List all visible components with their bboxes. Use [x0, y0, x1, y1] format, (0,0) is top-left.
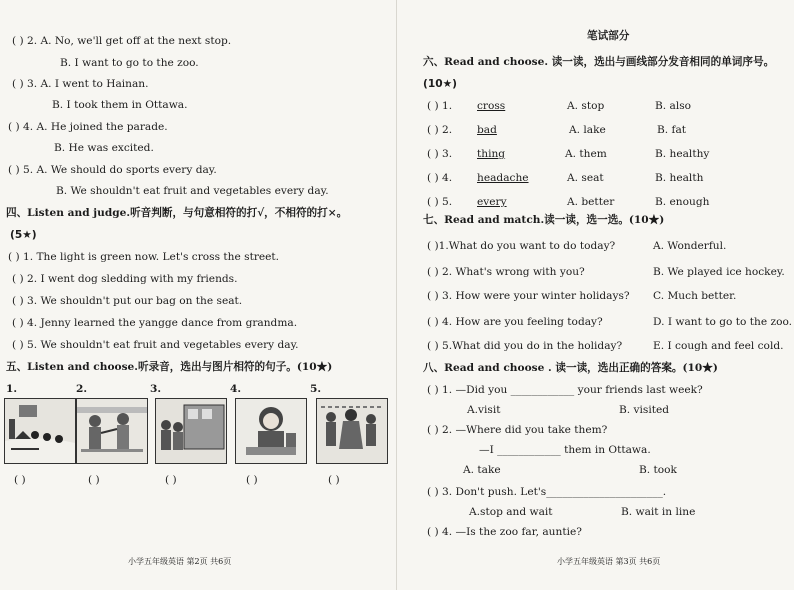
- picture-answer-5[interactable]: ( ): [328, 474, 340, 486]
- right-page-footer: 小学五年级英语 第3页 共6页: [557, 557, 661, 566]
- q3-option-a: ( ) 3. A. I went to Hainan.: [12, 78, 149, 90]
- section4-title: 四、Listen and judge.听音判断，与句意相符的打√，不相符的打×。: [6, 207, 348, 219]
- section8-q1-option-a: A.visit: [467, 404, 501, 416]
- q4-option-a: ( ) 4. A. He joined the parade.: [8, 121, 168, 133]
- section7-answer-d: D. I want to go to the zoo.: [653, 316, 793, 328]
- section8-question-3: ( ) 3. Don't push. Let's______________________.: [427, 486, 667, 498]
- section8-q2-option-a: A. take: [463, 464, 501, 476]
- section6-item-2-option-a: A. lake: [569, 124, 606, 136]
- section4-item-4: ( ) 4. Jenny learned the yangge dance from grandma.: [12, 317, 298, 329]
- section6-item-5-word: every: [477, 196, 507, 208]
- section7-question-4: ( ) 4. How are you feeling today?: [427, 316, 603, 328]
- section4-item-2: ( ) 2. I went dog sledding with my friends.: [12, 273, 238, 285]
- picture-number-1: 1.: [6, 383, 18, 395]
- section4-item-1: ( ) 1. The light is green now. Let's cross the street.: [8, 251, 280, 263]
- section6-item-4-option-a: A. seat: [567, 172, 604, 184]
- section6-item-5-option-b: B. enough: [655, 196, 710, 208]
- section7-answer-b: B. We played ice hockey.: [653, 266, 785, 278]
- section6-item-1-option-b: B. also: [655, 100, 692, 112]
- section4-item-5: ( ) 5. We shouldn't eat fruit and vegetables every day.: [12, 339, 299, 351]
- section7-question-5: ( ) 5.What did you do in the holiday?: [427, 340, 623, 352]
- section7-answer-e: E. I cough and feel cold.: [653, 340, 784, 352]
- picture-answer-4[interactable]: ( ): [246, 474, 258, 486]
- q5-option-b: B. We shouldn't eat fruit and vegetables every day.: [56, 185, 329, 197]
- section6-item-2-number: ( ) 2.: [427, 124, 453, 136]
- section6-item-2-word: bad: [477, 124, 497, 136]
- section7-question-1: ( )1.What do you want to do today?: [427, 240, 616, 252]
- section6-item-1-option-a: A. stop: [567, 100, 605, 112]
- section8-title: 八、Read and choose . 读一读，选出正确的答案。(10★): [423, 362, 718, 374]
- section7-question-2: ( ) 2. What's wrong with you?: [427, 266, 585, 278]
- section6-item-4-number: ( ) 4.: [427, 172, 453, 184]
- section6-item-1-number: ( ) 1.: [427, 100, 453, 112]
- q4-option-b: B. He was excited.: [54, 142, 154, 154]
- section8-q3-option-b: B. wait in line: [621, 506, 696, 518]
- bus-queue-image: [155, 398, 227, 464]
- q5-option-a: ( ) 5. A. We should do sports every day.: [8, 164, 217, 176]
- picture-number-5: 5.: [310, 383, 322, 395]
- section4-score: (5★): [10, 229, 37, 241]
- section8-question-2: ( ) 2. —Where did you take them?: [427, 424, 608, 436]
- section8-question-4: ( ) 4. —Is the zoo far, auntie?: [427, 526, 582, 538]
- section6-item-1-word: cross: [477, 100, 506, 112]
- section7-title: 七、Read and match.读一读，选一选。(10★): [423, 214, 665, 226]
- q2-option-a: ( ) 2. A. No, we'll get off at the next stop.: [12, 35, 232, 47]
- section5-title: 五、Listen and choose.听录音，选出与图片相符的句子。(10★): [6, 361, 333, 373]
- section6-item-3-word: thing: [477, 148, 506, 160]
- section8-q3-option-a: A.stop and wait: [469, 506, 553, 518]
- section6-title: 六、Read and choose. 读一读，选出与画线部分发音相同的单词序号。: [423, 56, 775, 68]
- section8-q2-option-b: B. took: [639, 464, 677, 476]
- section8-question-1: ( ) 1. —Did you ____________ your friends last week?: [427, 384, 703, 396]
- picture-answer-1[interactable]: ( ): [14, 474, 26, 486]
- section7-answer-c: C. Much better.: [653, 290, 737, 302]
- picture-number-2: 2.: [76, 383, 88, 395]
- picture-answer-3[interactable]: ( ): [165, 474, 177, 486]
- parade-image: [316, 398, 388, 464]
- section7-answer-a: A. Wonderful.: [653, 240, 727, 252]
- section4-item-3: ( ) 3. We shouldn't put our bag on the seat.: [12, 295, 243, 307]
- left-page-footer: 小学五年级英语 第2页 共6页: [128, 557, 232, 566]
- section6-item-5-option-a: A. better: [567, 196, 615, 208]
- q2-option-b: B. I want to go to the zoo.: [60, 57, 199, 69]
- section6-item-2-option-b: B. fat: [657, 124, 687, 136]
- section6-item-4-option-b: B. health: [655, 172, 704, 184]
- dog-sledding-image: [4, 398, 76, 464]
- q3-option-b: B. I took them in Ottawa.: [52, 99, 188, 111]
- section7-question-3: ( ) 3. How were your winter holidays?: [427, 290, 630, 302]
- girl-eating-image: [235, 398, 307, 464]
- section8-q1-option-b: B. visited: [619, 404, 670, 416]
- picture-answer-2[interactable]: ( ): [88, 474, 100, 486]
- section6-item-3-option-a: A. them: [565, 148, 607, 160]
- section6-item-3-option-b: B. healthy: [655, 148, 710, 160]
- children-playing-image: [76, 398, 148, 464]
- picture-number-3: 3.: [150, 383, 162, 395]
- written-section-heading: 笔试部分: [587, 30, 630, 42]
- section6-item-5-number: ( ) 5.: [427, 196, 453, 208]
- section8-q2-reply: —I ____________ them in Ottawa.: [479, 444, 651, 456]
- section6-item-4-word: headache: [477, 172, 529, 184]
- right-page: [397, 0, 794, 590]
- picture-number-4: 4.: [230, 383, 242, 395]
- section6-item-3-number: ( ) 3.: [427, 148, 453, 160]
- section6-score: (10★): [423, 78, 457, 90]
